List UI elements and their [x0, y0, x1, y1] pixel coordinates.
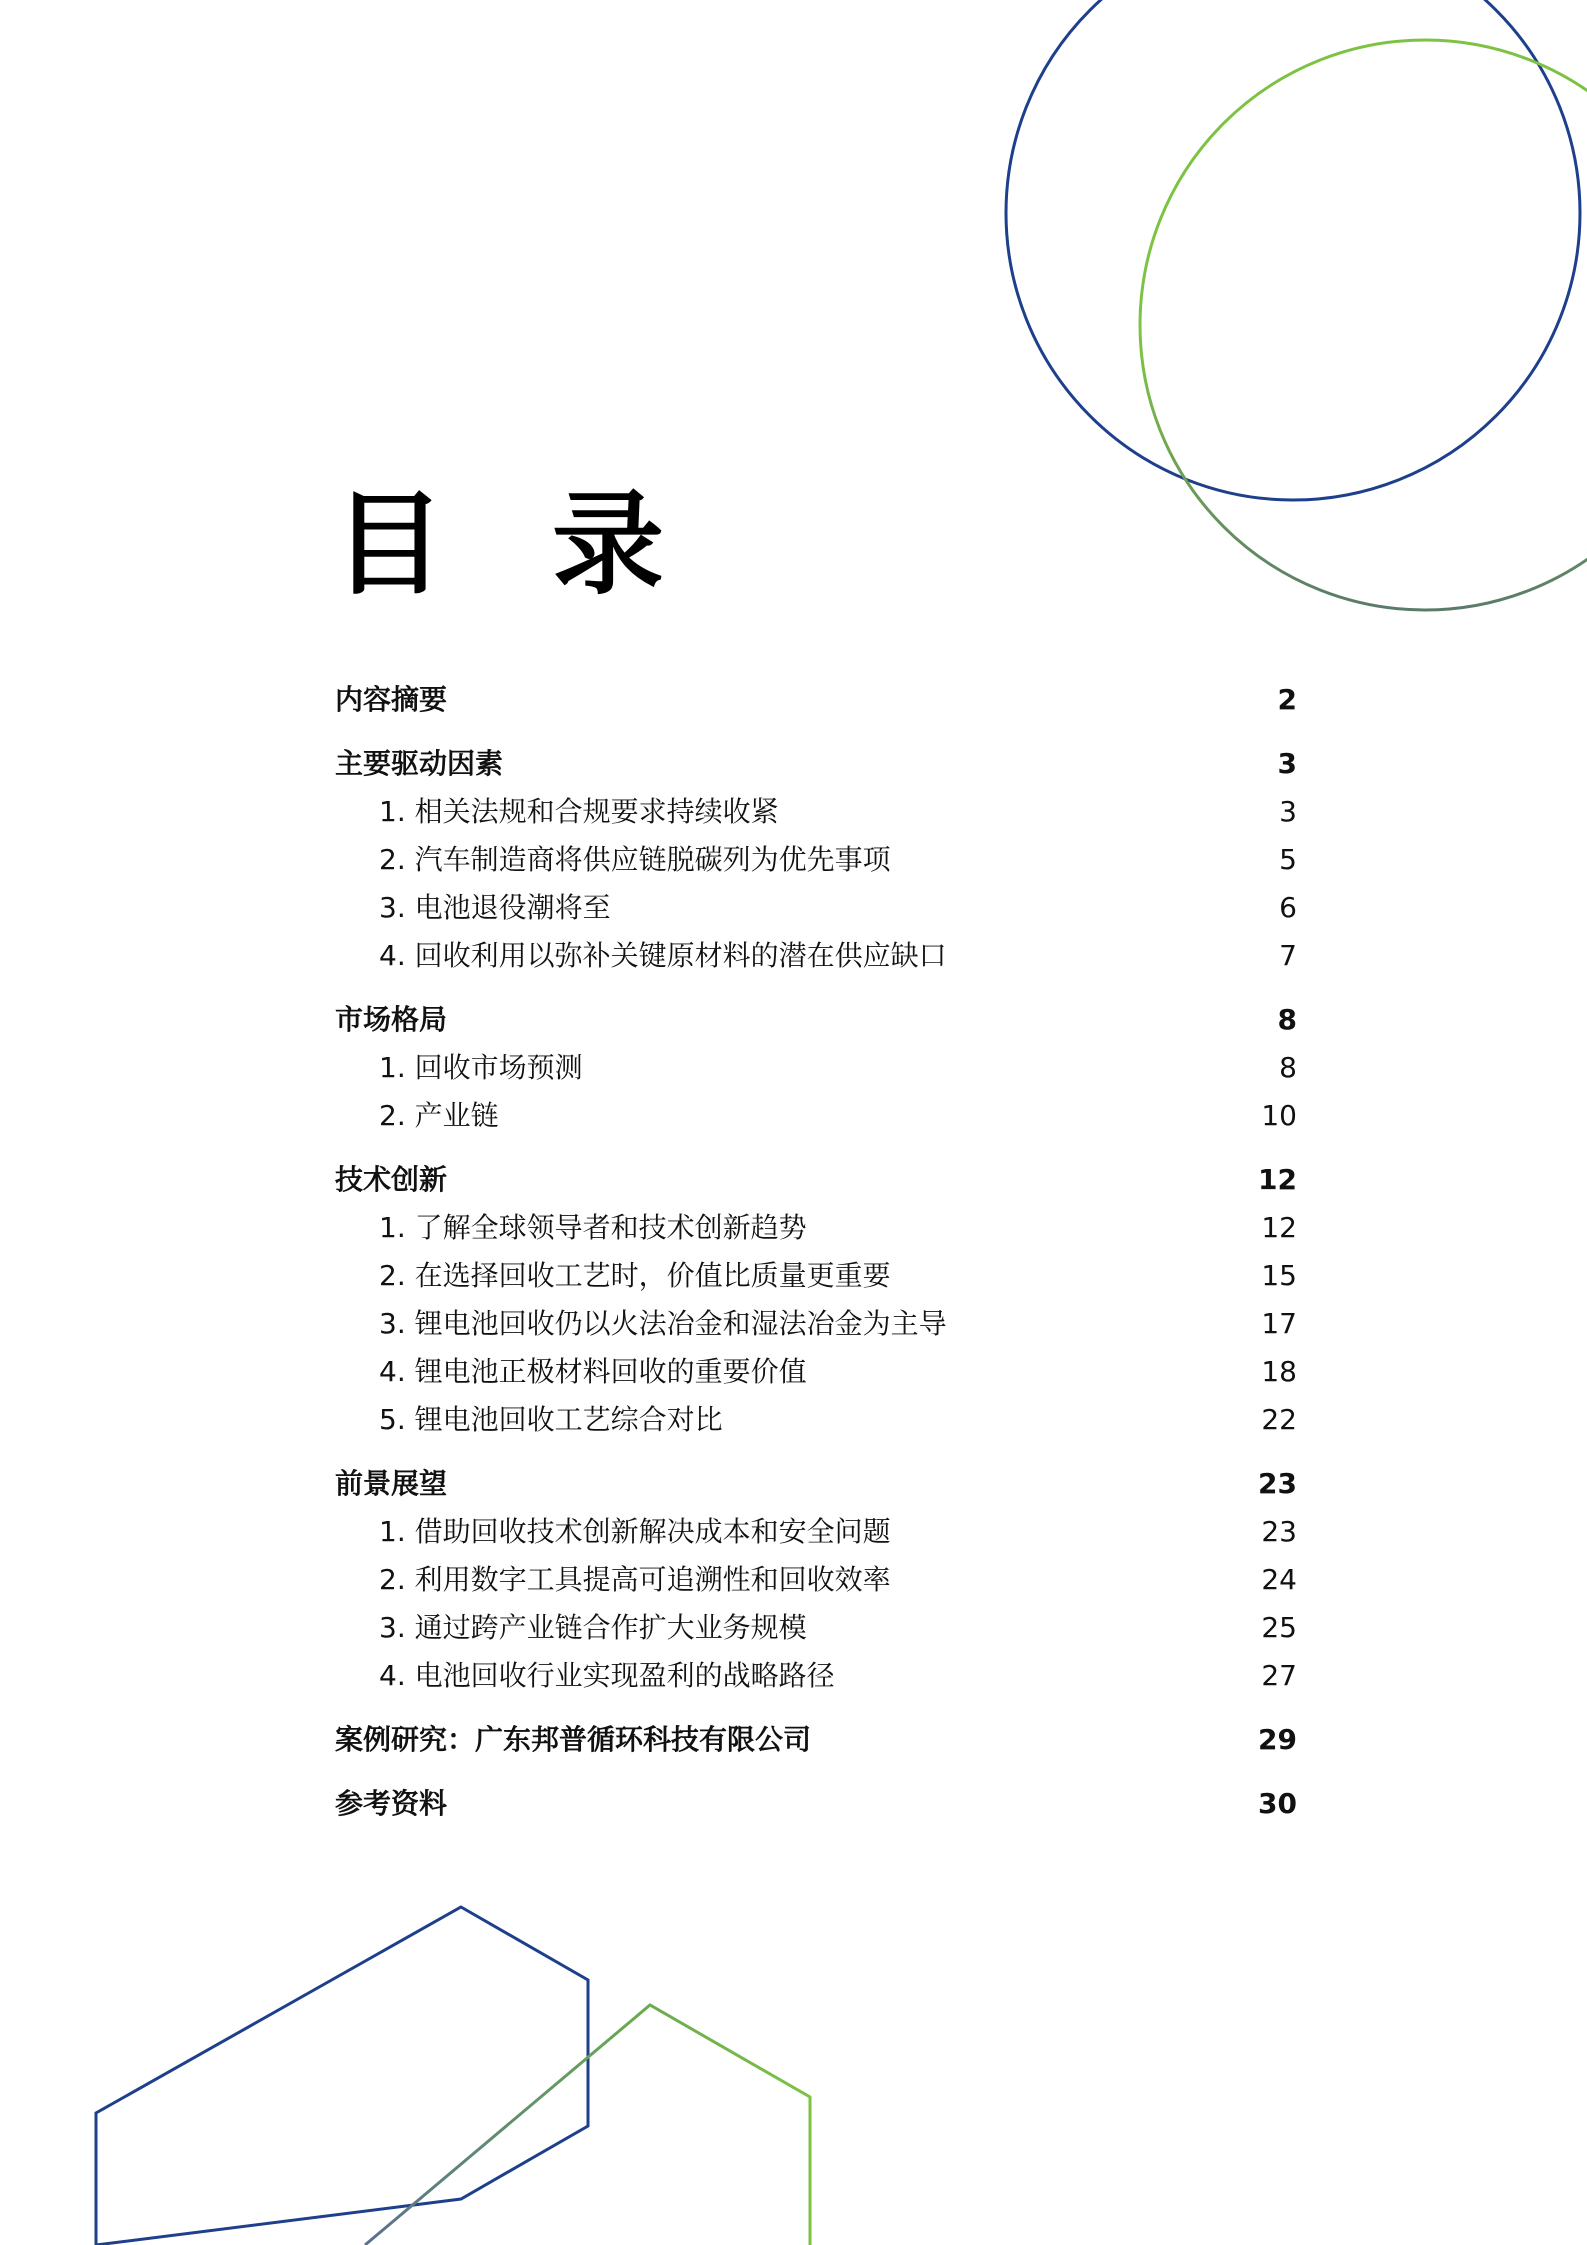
toc-entry-label: 案例研究：广东邦普循环科技有限公司 [335, 1723, 812, 1756]
toc-page-number: 27 [1261, 1659, 1297, 1692]
toc-page-number: 22 [1261, 1403, 1297, 1436]
toc-entry-label: 4. 电池回收行业实现盈利的战略路径 [379, 1659, 835, 1692]
toc-section-entry[interactable] [335, 1780, 1297, 1828]
toc-section-entry[interactable] [335, 1156, 1297, 1204]
toc-entry-label: 3. 锂电池回收仍以火法冶金和湿法冶金为主导 [379, 1307, 947, 1340]
toc-section-entry[interactable] [335, 676, 1297, 724]
toc-subsection-entry[interactable] [335, 1092, 1297, 1140]
toc-page-number: 12 [1261, 1211, 1297, 1244]
toc-entry-label: 3. 通过跨产业链合作扩大业务规模 [379, 1611, 807, 1644]
toc-page-number: 6 [1279, 891, 1297, 924]
toc-entry-label: 技术创新 [335, 1163, 448, 1196]
toc-entry-label: 1. 了解全球领导者和技术创新趋势 [379, 1211, 807, 1244]
toc-page-number: 8 [1279, 1051, 1297, 1084]
toc-subsection-entry[interactable] [335, 1652, 1297, 1700]
green-circle-ring [1140, 40, 1587, 610]
toc-entry-label: 2. 利用数字工具提高可追溯性和回收效率 [379, 1563, 891, 1596]
toc-page-number: 3 [1279, 795, 1297, 828]
toc-page-number: 23 [1261, 1515, 1297, 1548]
toc-page-number: 5 [1279, 843, 1297, 876]
toc-subsection-entry[interactable] [335, 1300, 1297, 1348]
navy-hexagon-outline [96, 1907, 588, 2245]
toc-entry-label: 前景展望 [335, 1467, 448, 1500]
toc-section-entry[interactable] [335, 996, 1297, 1044]
toc-entry-label: 主要驱动因素 [335, 747, 504, 780]
toc-entry-label: 4. 锂电池正极材料回收的重要价值 [379, 1355, 807, 1388]
toc-page-number: 23 [1258, 1467, 1297, 1500]
toc-entry-label: 市场格局 [335, 1003, 448, 1036]
toc-page-number: 12 [1258, 1163, 1297, 1196]
toc-entry-label: 内容摘要 [335, 683, 448, 716]
toc-subsection-entry[interactable] [335, 1252, 1297, 1300]
toc-entry-label: 2. 产业链 [379, 1099, 499, 1132]
toc-entry-label: 3. 电池退役潮将至 [379, 891, 611, 924]
toc-section-entry[interactable] [335, 1460, 1297, 1508]
toc-entry-label: 5. 锂电池回收工艺综合对比 [379, 1403, 723, 1436]
toc-page-number: 3 [1277, 747, 1297, 780]
toc-entry-label: 1. 回收市场预测 [379, 1051, 583, 1084]
toc-subsection-entry[interactable] [335, 1204, 1297, 1252]
toc-subsection-entry[interactable] [335, 1556, 1297, 1604]
toc-subsection-entry[interactable] [335, 1604, 1297, 1652]
green-hexagon-outline [365, 2005, 810, 2245]
toc-subsection-entry[interactable] [335, 932, 1297, 980]
toc-entry-label: 1. 借助回收技术创新解决成本和安全问题 [379, 1515, 891, 1548]
toc-entry-label: 2. 汽车制造商将供应链脱碳列为优先事项 [379, 843, 891, 876]
toc-page-number: 7 [1279, 939, 1297, 972]
toc-page-number: 25 [1261, 1611, 1297, 1644]
toc-page-number: 8 [1277, 1003, 1297, 1036]
toc-section-entry[interactable] [335, 740, 1297, 788]
toc-subsection-entry[interactable] [335, 1396, 1297, 1444]
toc-page-number: 15 [1261, 1259, 1297, 1292]
toc-section-entry[interactable] [335, 1716, 1297, 1764]
toc-subsection-entry[interactable] [335, 836, 1297, 884]
toc-entry-label: 2. 在选择回收工艺时，价值比质量更重要 [379, 1259, 891, 1292]
toc-subsection-entry[interactable] [335, 1044, 1297, 1092]
toc-page-number: 29 [1258, 1723, 1297, 1756]
toc-entry-label: 4. 回收利用以弥补关键原材料的潜在供应缺口 [379, 939, 947, 972]
navy-circle-ring [1006, 0, 1580, 500]
page-title: 目 录 [333, 480, 698, 610]
toc-page-number: 17 [1261, 1307, 1297, 1340]
toc-entry-label: 参考资料 [335, 1787, 448, 1820]
toc-page-number: 30 [1258, 1787, 1297, 1820]
toc-subsection-entry[interactable] [335, 788, 1297, 836]
toc-page-number: 24 [1261, 1563, 1297, 1596]
toc-entry-label: 1. 相关法规和合规要求持续收紧 [379, 795, 779, 828]
toc-page-number: 2 [1277, 683, 1297, 716]
toc-page-number: 18 [1261, 1355, 1297, 1388]
toc-subsection-entry[interactable] [335, 884, 1297, 932]
toc-subsection-entry[interactable] [335, 1508, 1297, 1556]
toc-subsection-entry[interactable] [335, 1348, 1297, 1396]
toc-page-number: 10 [1261, 1099, 1297, 1132]
table-of-contents [335, 676, 1297, 1828]
